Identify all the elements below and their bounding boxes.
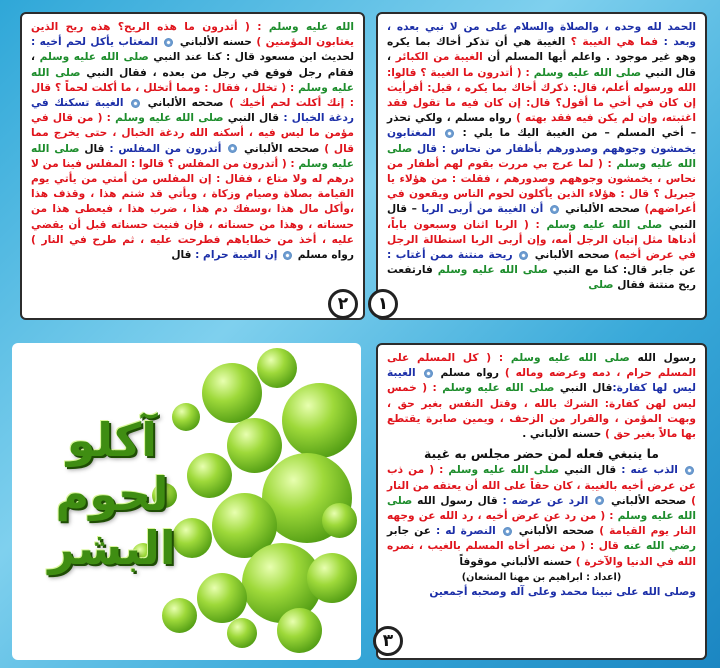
page-number-3: ٣ — [373, 626, 403, 656]
page-3 — [376, 343, 707, 660]
text-run: – قال النبي — [387, 203, 696, 231]
flower-bullet-icon — [283, 251, 292, 260]
text-run: صلى الله عليه وسلم — [437, 264, 549, 277]
flower-bullet-icon — [228, 144, 237, 153]
flower-bullet-icon — [164, 38, 173, 47]
text-run: حسنه الألباني . — [522, 428, 602, 441]
text-run: : ( من قال في مؤمن ما ليس فيه ، أسكنه الله ردغة الخبال ، حتى يخرج مما قال ) — [31, 112, 355, 155]
text-run: صلى الله عليه وسلم — [442, 382, 555, 395]
flower-bullet-icon — [424, 369, 433, 378]
page-number-2: ٢ — [328, 289, 358, 319]
text-run: قال النبي — [223, 112, 280, 125]
text-run: رواه مسلم — [434, 367, 499, 380]
text-run: : ( من ذب عن عرض أخيه بالغيبة ، كان حقاً على الله أن يعتقه من النار ) — [387, 464, 696, 507]
flower-bullet-icon — [685, 466, 694, 475]
text-run: إن الغيبة حرام : — [191, 249, 282, 262]
flower-bullet-icon — [519, 251, 528, 260]
page-2-text — [22, 14, 363, 263]
text-run: صححه الألباني — [142, 97, 224, 110]
text-run: النصرة له : — [430, 525, 501, 538]
paragraph — [31, 20, 354, 263]
paragraph — [387, 20, 696, 294]
page-1-text — [378, 14, 705, 294]
text-run: صلى الله عليه وسلم — [533, 66, 642, 79]
text-run: المغتابون يخمشون وجوههم وصدورهم بأظفار من نحاس : قال — [387, 127, 696, 155]
page-2 — [20, 12, 365, 320]
text-run: صلى الله عليه وسلم — [448, 464, 560, 477]
cover-page — [12, 343, 361, 660]
text-run: الحمد لله وحده ، والصلاة والسلام على من لا نبي بعده ، وبعد : — [387, 21, 697, 49]
flower-bullet-icon — [445, 129, 454, 138]
text-run: : ( الربا اثنان وسبعون باباً، أدناها مثل إتيان الرجل أمه، وإن أربى الربا استطالة الرجل في عرض أخيه) — [387, 218, 696, 262]
text-run: رواه مسلم ، ولكي تحذر – أخي المسلم – من الغيبة اليك ما يلي : — [387, 112, 696, 140]
text-run: : ( خمس ليس لهن كفارة: الشرك بالله ، وقتل النفس بغير حق ، وبهت المؤمن ، والفرار من الزحف ، ويمين صابرة يقتطع بها مالاً بغير حق ) — [387, 382, 696, 441]
text-run: : ( أتدرون ما هذه الريح؟ هذه ريح الذين يغتابون المؤمنين ) — [31, 21, 355, 49]
text-run: : ( من رد عن عرض أخيه ، رد الله عن وجهه النار يوم القيامة ) — [387, 510, 697, 538]
text-run: قال — [171, 249, 192, 262]
text-run: الغيبة من الكبائر — [395, 51, 483, 64]
page-number-1: ١ — [368, 289, 398, 319]
text-run: حسنه الألباني موقوفاً — [459, 555, 573, 568]
text-run: قال النبي — [559, 464, 617, 477]
text-run: الغيبة ليس لها كفارة: — [387, 367, 696, 395]
text-run: لحديث ابن مسعود قال : كنا عند النبي — [148, 51, 354, 64]
text-run: : ( أتدرون من المفلس ؟ قالوا : المفلس فينا من لا درهم له ولا متاع ، فقال : إن المفلس من أمتي من يأتي يوم القيامة بصلاة وصيام وزكاة ، ويأتي قد شتم هذا ، وقذف هذا ،وأكل مال هذا ،وسفك دم هذا ، ضرب هذا ، فيعطى هذا من حسناته ، وهذا من حسناته ، فإن فنيت حسناته قبل أن يقضي عليه ، أخذ من خطاياهم فطرحت عليه ، ثم طرح في النار ) — [31, 157, 354, 246]
text-run: قال : ( من نصر أخاه المسلم بالغيب ، نصره الله في الدنيا والآخرة ) — [387, 540, 696, 568]
text-run: رضي الله عنه — [623, 540, 696, 553]
text-run: الغيبة تسكنك في ردغة الخبال : — [31, 97, 354, 125]
text-run: فما هي الغيبة ؟ — [570, 36, 659, 49]
text-run: الرد عن عرضه : — [497, 494, 594, 507]
page-3-heading: ما ينبغي فعله لمن حضر مجلس به غيبة — [424, 446, 659, 462]
text-run: حسنه الألباني — [175, 36, 252, 49]
text-run: أتدرون من المفلس : — [104, 142, 227, 155]
text-run: صلى — [588, 279, 614, 292]
text-run: : ( لما عرج بي مررت بقوم لهم أظفار من نحاس ، يخمشون وجوههم وصدورهم ، فقلت : من هؤلاء يا جبريل ؟ قال : هؤلاء الذين يأكلون لحوم الناس ويقعون في أعراضهم) — [387, 157, 696, 216]
text-run: صححه الألباني — [239, 142, 320, 155]
text-run: صلى الله عليه وسلم — [39, 51, 149, 64]
text-run: : ( كل المسلم على المسلم حرام ، دمه وعرضه وماله ) — [387, 352, 696, 380]
flower-bullet-icon — [550, 205, 559, 214]
text-run: ، فقام رجل فوقع في رجل من بعده ، فقال النبي — [31, 51, 354, 79]
text-run: الغيبة هي أن تذكر أخاك بما يكره وهو غير موجود . واعلم أيها المسلم أن — [387, 36, 696, 64]
cover-title-line-3: البشر — [48, 521, 176, 575]
page-3-top-text — [387, 351, 696, 442]
page-3-bottom-text — [387, 463, 696, 569]
flower-bullet-icon — [131, 99, 140, 108]
text-run: صلى الله عليه وسلم — [546, 218, 663, 231]
text-run: صححه الألباني — [606, 494, 687, 507]
flower-bullet-icon — [595, 496, 604, 505]
author-credit: (اعداد : ابراهيم بن مهنا المشعان) — [461, 571, 622, 583]
flower-bullet-icon — [503, 527, 512, 536]
text-run: صلى الله عليه وسلم — [31, 142, 355, 170]
text-run: عن جابر — [387, 525, 431, 538]
page-1 — [376, 12, 707, 320]
page-3-text — [378, 345, 705, 600]
text-run: : ( أتدرون ما الغيبة ؟ قالوا: الله ورسوله أعلم، قال: ذكرك أخاك بما يكره ، قيل: أفرأيت إن كان في أخي ما أقول؟ قال: إن كان فيه ما تقول فقد اغتبته، وإن لم يكن فيه فقد بهته ) — [387, 66, 696, 125]
text-run: قال — [79, 142, 105, 155]
text-run: ريحة منتنة ممن أغتاب : — [387, 249, 518, 262]
text-run: المغتاب يأكل لحم أخيه : — [31, 36, 163, 49]
text-run: صلى الله عليه وسلم — [387, 494, 696, 523]
text-run: صلى الله عليه وسلم — [31, 66, 355, 94]
text-run: الذب عنه : — [616, 464, 683, 477]
cover-title-line-1: آكلو — [66, 413, 158, 467]
text-run: رواه مسلم — [294, 249, 354, 262]
text-run: الله عليه وسلم — [268, 21, 355, 33]
cover-title — [32, 413, 192, 575]
text-run: أن الغيبة من أربى الربا — [416, 203, 548, 216]
text-run: عن جابر قال: كنا مع النبي — [548, 264, 696, 277]
text-run: فارتفعت ريح منتنة فقال — [387, 264, 696, 292]
text-run: قال رسول الله — [412, 494, 498, 507]
text-run: قال النبي — [554, 382, 613, 395]
text-run: صححه الألباني — [513, 525, 595, 538]
text-run: : ( تخلل ، فقال : ومما أتخلل ، ما أكلت لحماً ؟ قال : إنك أكلت لحم أخيك ) — [31, 81, 354, 110]
text-run: صححه الألباني — [530, 249, 610, 262]
text-run: صلى الله عليه وسلم — [387, 142, 696, 170]
text-run: صلى الله عليه وسلم — [115, 112, 224, 125]
closing-prayer: وصلى الله على نبينا محمد وعلى آله وصحبه أجمعين — [429, 586, 696, 599]
text-run: رسول الله — [629, 352, 696, 364]
cover-title-line-2: لحوم — [55, 467, 169, 521]
text-run: صححه الألباني — [560, 203, 641, 216]
text-run: ، قال النبي — [387, 51, 696, 79]
text-run: صلى الله عليه وسلم — [510, 352, 630, 364]
